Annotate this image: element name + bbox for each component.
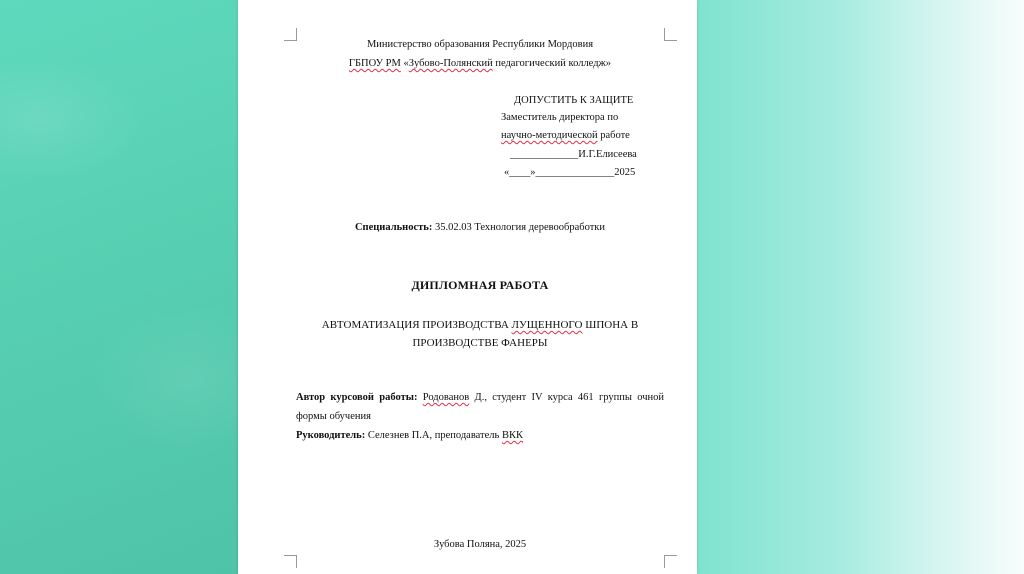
author-name: Родованов: [422, 392, 470, 403]
approval-line2-rest: работе: [597, 130, 630, 141]
approval-date-line: «____»_______________2025: [504, 167, 636, 178]
college-name-squiggle: Зубово-Полянский: [408, 58, 493, 69]
approval-heading: ДОПУСТИТЬ К ЗАЩИТЕ: [514, 95, 634, 106]
footer-city-year: Зубова Поляна, 2025: [433, 539, 527, 550]
corner-mark-bottom-left: [284, 555, 297, 568]
specialty-line: [296, 222, 664, 233]
approval-line2-squiggle: научно-методической: [501, 130, 598, 141]
college-name-rest: педагогический колледж»: [492, 58, 612, 69]
supervisor-value: Селезнев П.А, преподаватель: [365, 430, 502, 441]
supervisor-label: Руководитель:: [296, 430, 366, 441]
topic-part1: АВТОМАТИЗАЦИЯ ПРОИЗВОДСТВА: [321, 319, 512, 331]
author-rest: Д., студент IV курса 461 группы очной: [469, 392, 665, 403]
left-teal-background: [0, 0, 238, 574]
approval-signature-line: _____________И.Г.Елисеева: [510, 149, 637, 160]
ministry-line: Министерство образования Республики Мордовия: [366, 39, 594, 50]
topic-line1: [296, 319, 664, 331]
author-label: Автор курсовой работы:: [296, 392, 418, 403]
topic-squiggle: ЛУЩЕННОГО: [511, 319, 583, 331]
supervisor-line: [296, 430, 523, 441]
specialty-value: 35.02.03 Технология деревообработки: [432, 222, 606, 233]
approval-line2: [501, 130, 630, 141]
corner-mark-bottom-right: [664, 555, 677, 568]
author-line2: формы обучения: [296, 411, 371, 422]
college-line: [296, 58, 664, 69]
corner-mark-top-right: [664, 28, 677, 41]
work-type-title: ДИПЛОМНАЯ РАБОТА: [411, 278, 549, 292]
approval-line1: Заместитель директора по: [501, 112, 619, 123]
author-line: [296, 392, 664, 403]
topic-line2: ПРОИЗВОДСТВЕ ФАНЕРЫ: [412, 337, 548, 349]
specialty-label: Специальность:: [354, 222, 433, 233]
supervisor-org: ВКК: [501, 430, 523, 441]
document-page: [238, 0, 697, 574]
college-abbr: ГБПОУ РМ: [348, 58, 401, 69]
topic-part2: ШПОНА В: [582, 319, 639, 331]
college-quote-open: «: [403, 58, 409, 69]
right-teal-background: [697, 0, 1024, 574]
